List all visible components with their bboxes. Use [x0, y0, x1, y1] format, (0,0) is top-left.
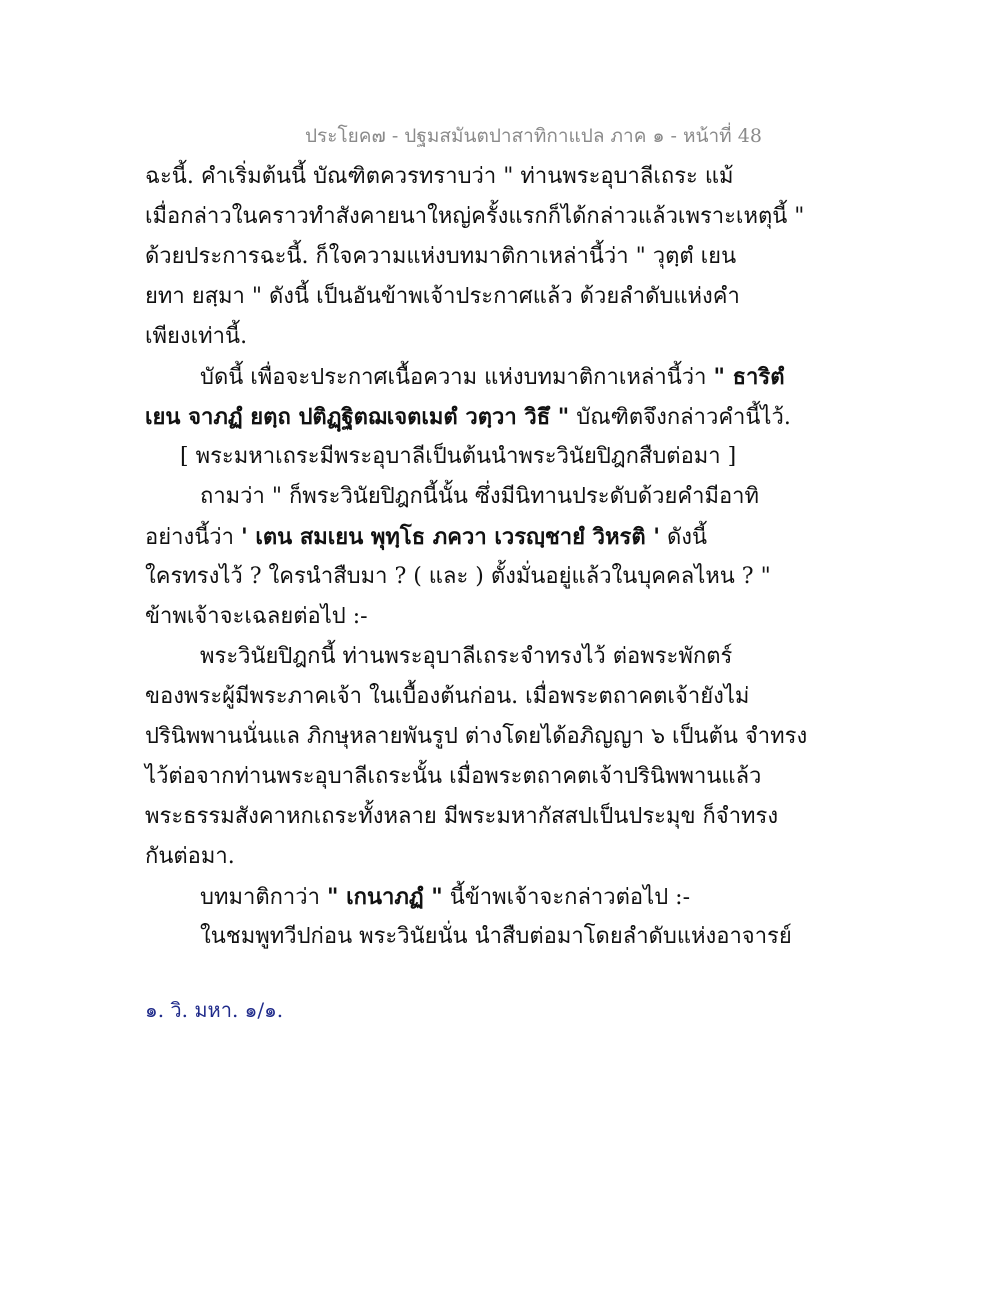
page-header: ประโยค๗ - ปฐมสมันตปาสาทิกาแปล ภาค ๑ - หน้าที่ 48	[305, 125, 762, 147]
text-line	[145, 717, 865, 757]
text-line	[145, 317, 865, 357]
text-span: ของพระผู้มีพระภาคเจ้า ในเบื้องต้นก่อน. เมื่อพระตถาคตเจ้ายังไม่	[145, 684, 750, 709]
text-span: ดังนี้	[660, 525, 708, 550]
text-span: ปรินิพพานนั่นแล ภิกษุหลายพันรูป ต่างโดยได้อภิญญา ๖ เป็นต้น จำทรง	[145, 724, 808, 749]
document-body	[145, 157, 865, 957]
text-line	[145, 197, 865, 237]
text-span: พระธรรมสังคาหกเถระทั้งหลาย มีพระมหากัสสปเป็นประมุข ก็จำทรง	[145, 804, 779, 829]
text-span: ในชมพูทวีปก่อน พระวินัยนั่น นำสืบต่อมาโดยลำดับแห่งอาจารย์	[200, 924, 792, 949]
text-span: ฉะนี้. คำเริ่มต้นนี้ บัณฑิตควรทราบว่า " ท่านพระอุบาลีเถระ แม้	[145, 164, 734, 189]
text-span: [ พระมหาเถระมีพระอุบาลีเป็นต้นนำพระวินัยปิฎกสืบต่อมา ]	[180, 444, 737, 469]
text-line	[145, 517, 865, 557]
bold-text-span: ' เตน สมเยน พุทฺโธ ภควา เวรญฺชายํ วิหรติ '	[240, 524, 661, 550]
text-line	[145, 677, 865, 717]
text-line	[145, 157, 865, 197]
text-line	[145, 597, 865, 637]
text-line	[145, 397, 865, 437]
bold-text-span: เยน จาภฏํ ยตฺถ ปติฏฺฐิตฌเจตเมตํ วตฺวา วิธึ "	[145, 404, 570, 430]
text-line	[145, 797, 865, 837]
text-span: บทมาติกาว่า	[200, 885, 327, 910]
text-span: ด้วยประการฉะนี้. ก็ใจความแห่งบทมาติกาเหล่านี้ว่า " วุตฺตํ เยน	[145, 244, 737, 269]
text-span: ไว้ต่อจากท่านพระอุบาลีเถระนั้น เมื่อพระตถาคตเจ้าปรินิพพานแล้ว	[145, 764, 762, 789]
footnote: ๑. วิ. มหา. ๑/๑.	[145, 998, 284, 1022]
text-span: เมื่อกล่าวในคราวทำสังคายนาใหญ่ครั้งแรกก็ได้กล่าวแล้วเพราะเหตุนี้ "	[145, 204, 805, 229]
text-line	[145, 237, 865, 277]
text-span: ถามว่า " ก็พระวินัยปิฎกนี้นั้น ซึ่งมีนิทานประดับด้วยคำมีอาทิ	[200, 484, 760, 509]
text-line	[145, 637, 865, 677]
text-line	[145, 757, 865, 797]
text-span: กันต่อมา.	[145, 844, 235, 869]
text-line	[145, 357, 865, 397]
text-span: ยทา ยสฺมา " ดังนี้ เป็นอันข้าพเจ้าประกาศแล้ว ด้วยลำดับแห่งคำ	[145, 284, 740, 309]
text-span: อย่างนี้ว่า	[145, 525, 241, 550]
text-span: เพียงเท่านี้.	[145, 324, 248, 349]
text-line	[145, 437, 865, 477]
bold-text-span: " เกนาภฏํ "	[326, 884, 443, 910]
text-span: ข้าพเจ้าจะเฉลยต่อไป :-	[145, 604, 368, 629]
text-line	[145, 557, 865, 597]
text-span: บัดนี้ เพื่อจะประกาศเนื้อความ แห่งบทมาติกาเหล่านี้ว่า	[200, 365, 714, 390]
text-span: บัณฑิตจึงกล่าวคำนี้ไว้.	[569, 405, 791, 430]
bold-text-span: " ธาริตํ	[713, 364, 785, 390]
text-span: ใครทรงไว้ ? ใครนำสืบมา ? ( และ ) ตั้งมั่นอยู่แล้วในบุคคลไหน ? "	[145, 564, 771, 589]
text-line	[145, 277, 865, 317]
text-line	[145, 837, 865, 877]
text-line	[145, 877, 865, 917]
text-span: พระวินัยปิฎกนี้ ท่านพระอุบาลีเถระจำทรงไว้ ต่อพระพักตร์	[200, 644, 733, 669]
text-line	[145, 477, 865, 517]
text-span: นี้ข้าพเจ้าจะกล่าวต่อไป :-	[442, 885, 691, 910]
text-line	[145, 917, 865, 957]
